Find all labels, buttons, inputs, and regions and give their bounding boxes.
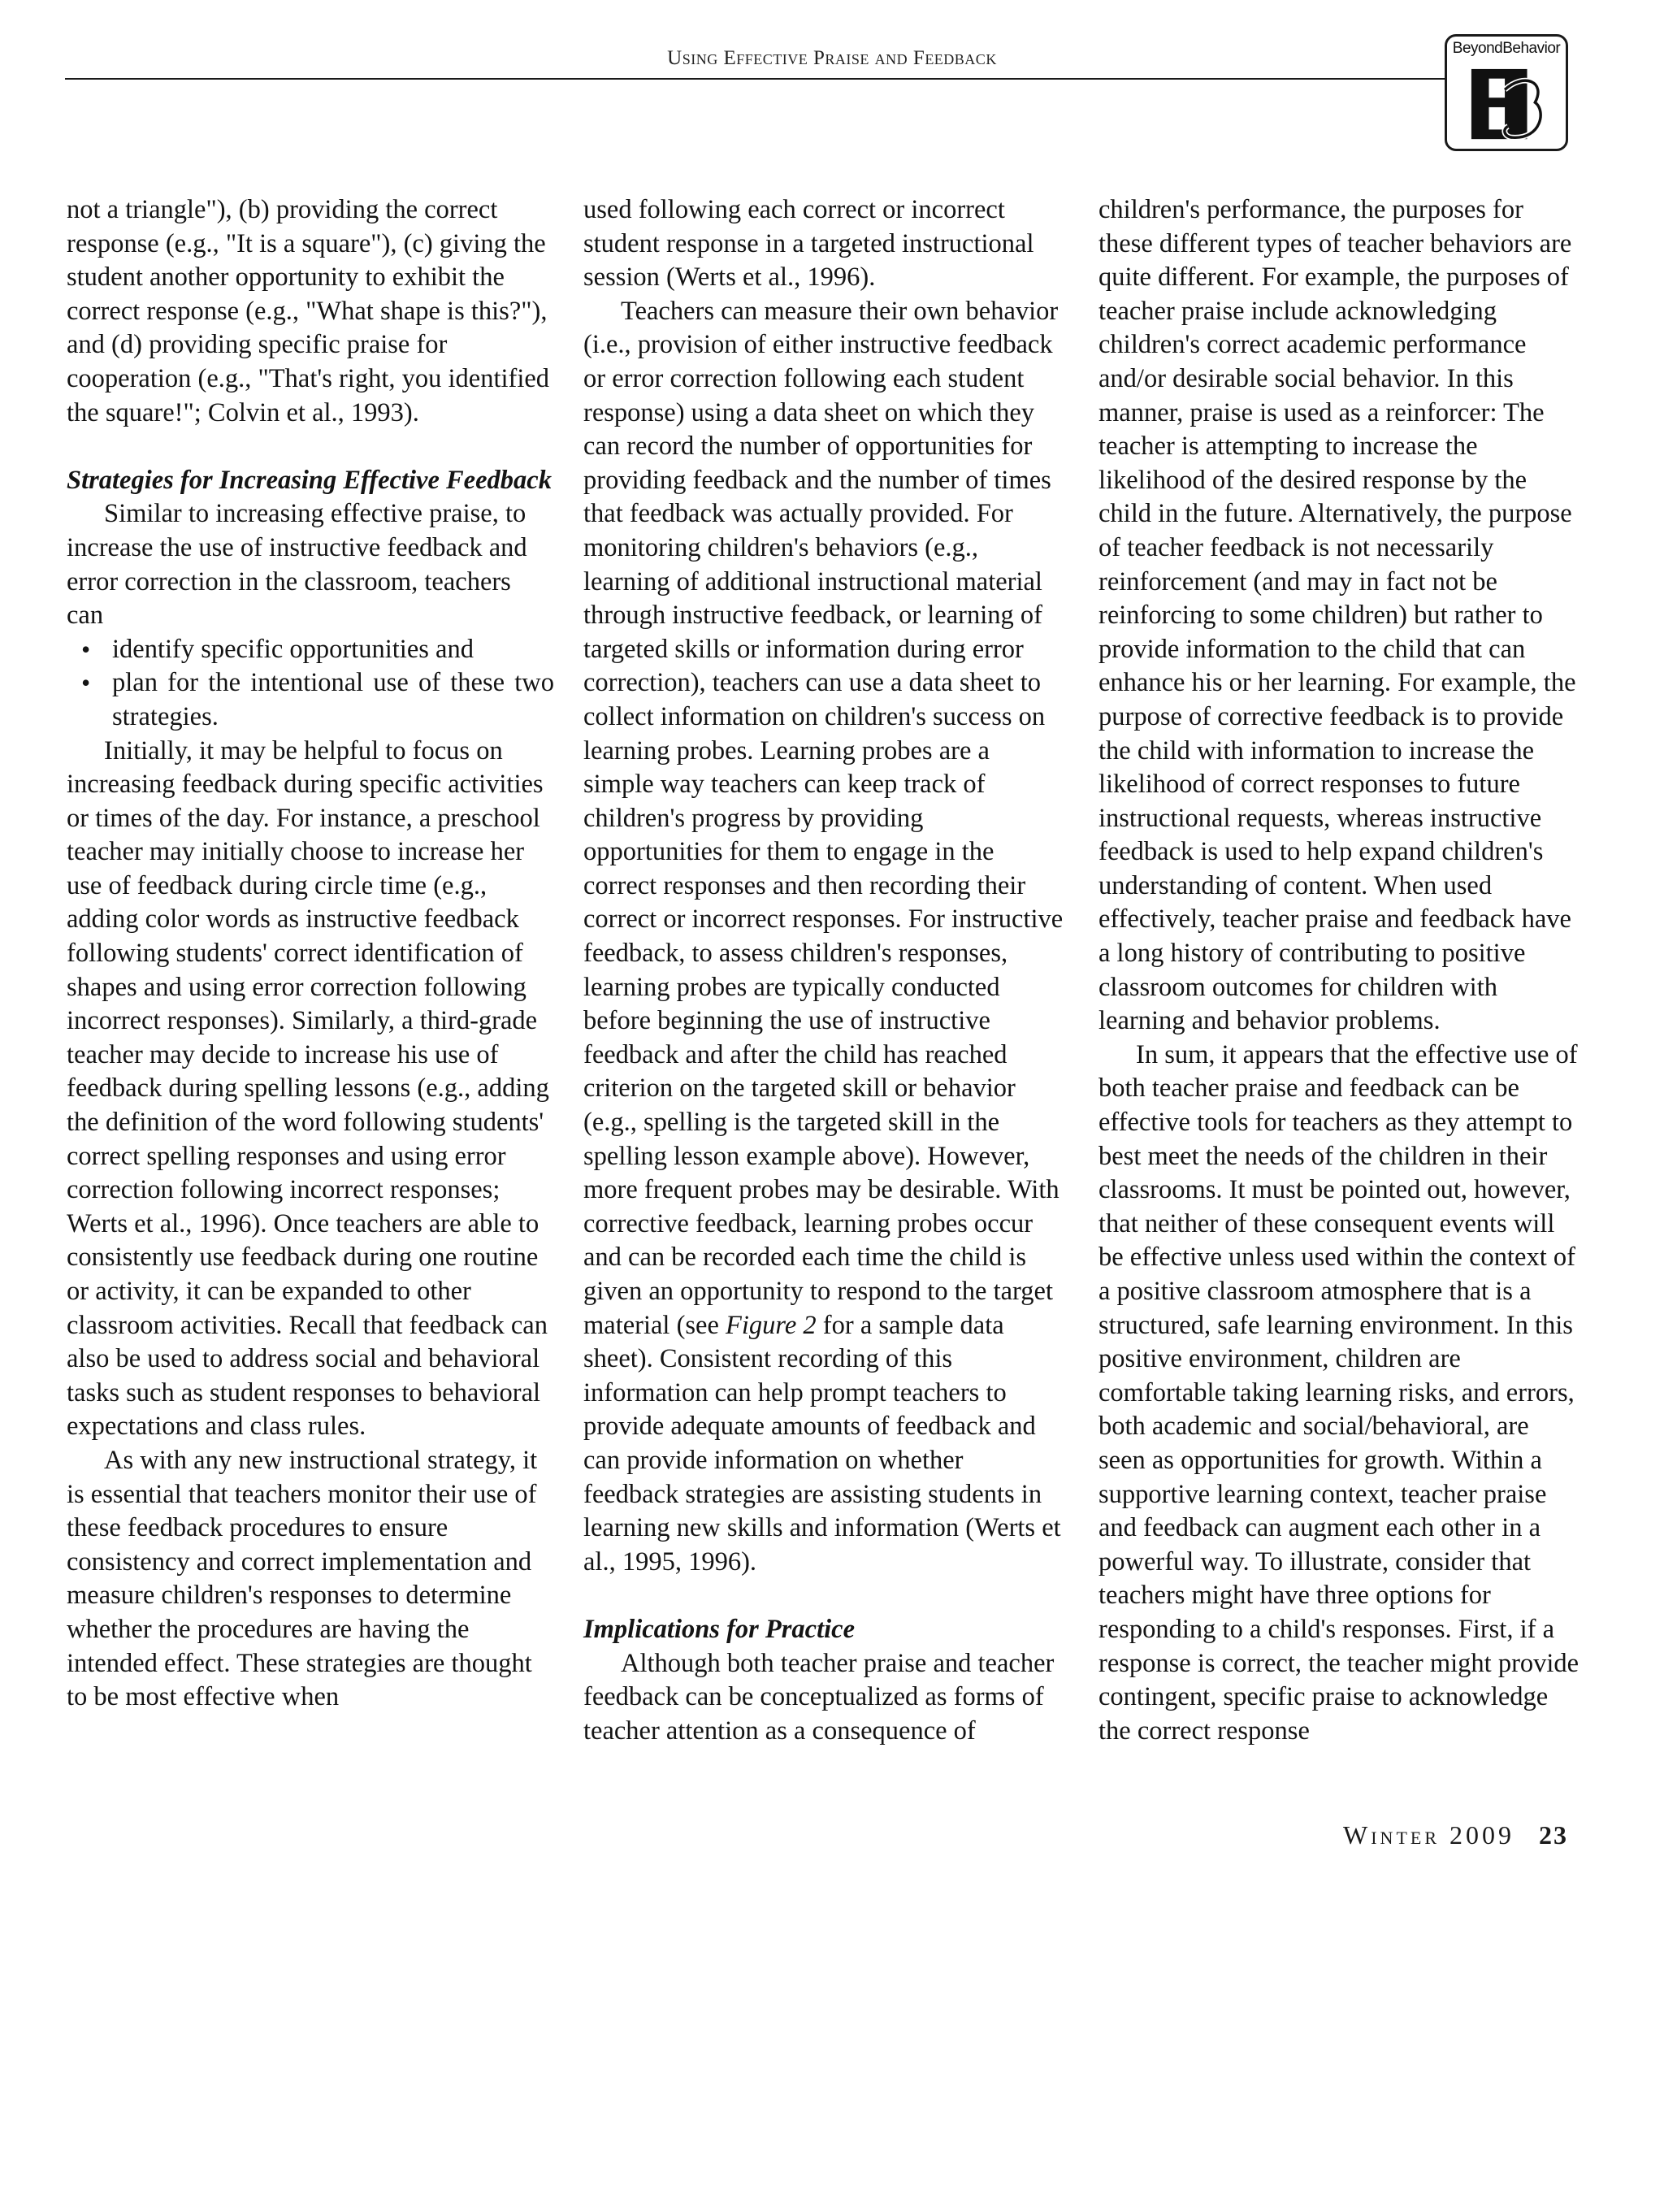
- body-paragraph: Although both teacher praise and teacher feedback can be conceptualized as forms of teacher attention as a consequence of: [583, 1648, 1055, 1746]
- section-heading: Strategies for Increasing Effective Feedback: [67, 465, 552, 495]
- bullet-item: • identify specific opportunities and: [67, 633, 554, 667]
- paragraph-text: Teachers can measure their own behavior (i.e., provision of either instructive feedback or error correction following each student response) using a data sheet on which they can record the number of opportunities for providing feedback and the number of times that feedback was actually provided. For monitoring children's behaviors (e.g., learning of additional instructional material through instructive feedback, or learning of targeted skills or information during error correction), teachers can use a data sheet to collect information on children's success on learning probes. Learning probes are a simple way teachers can keep track of children's progress by providing opportunities for them to engage in the correct responses and then recording their correct or incorrect responses. For instructive feedback, to assess children's responses, learning probes are typically conducted before beginning the use of instructive feedback and after the child has reached criterion on the targeted skill or behavior (e.g., spelling is the targeted skill in the spelling lesson example above). However, more frequent probes may be desirable. With corrective feedback, learning probes occur and can be recorded each time the child is given an opportunity to respond to the target material (see: [583, 296, 1064, 1340]
- page-footer: [1259, 1820, 1568, 1850]
- body-paragraph: In sum, it appears that the effective use of both teacher praise and feedback can be effective tools for teachers as they attempt to best meet the needs of the children in their classrooms. It must be pointed out, however, that neither of these consequent events will be effective unless used within the context of a positive classroom atmosphere that is a structured, safe learning environment. In this positive environment, children are comfortable taking learning risks, and errors, both academic and social/behavioral, are seen as opportunities for growth. Within a supportive learning context, teacher praise and feedback can augment each other in a powerful way. To illustrate, consider that teachers might have three options for responding to a child's responses. First, if a response is correct, the teacher might provide contingent, specific praise to acknowledge the correct response: [1098, 1039, 1580, 1746]
- logo-monogram-icon: [1468, 66, 1548, 145]
- paragraph-spacer: [583, 1579, 1064, 1613]
- footer-season: Winter: [1343, 1820, 1440, 1850]
- section-heading: Implications for Practice: [583, 1614, 855, 1644]
- running-head: Using Effective Praise and Feedback: [667, 47, 997, 69]
- logo-text: BeyondBehavior: [1452, 40, 1561, 57]
- journal-logo: [1445, 34, 1568, 151]
- body-paragraph: Initially, it may be helpful to focus on increasing feedback during specific activities or times of the day. For instance, a preschool teacher may initially choose to increase her use of feedback during circle time (e.g., adding color words as instructive feedback following students' correct identification of shapes and using error correction following incorrect responses). Similarly, a third-grade teacher may decide to increase his use of feedback during spelling lessons (e.g., adding the definition of the word following students' correct spelling responses and using error correction following incorrect responses; Werts et al., 1996). Once teachers are able to consistently use feedback during one routine or activity, it can be expanded to other classroom activities. Recall that feedback can also be used to address social and behavioral tasks such as student responses to behavioral expectations and class rules.: [67, 735, 549, 1442]
- body-paragraph: Similar to increasing effective praise, to increase the use of instructive feedback and error correction in the classroom, teachers can: [67, 499, 527, 631]
- body-paragraph: As with any new instructional strategy, it is essential that teachers monitor their use of these feedback procedures to ensure consistency and correct implementation and measure children's responses to determine whether the procedures are having the intended effect. These strategies are thought to be most effective when: [67, 1445, 538, 1712]
- text-column-2: [583, 193, 1064, 1748]
- body-paragraph: [583, 295, 1064, 1580]
- body-paragraph: children's performance, the purposes for these different types of teacher behaviors are quite different. For example, the purposes of teacher praise include acknowledging children's correct academic performance and/or desirable social behavior. In this manner, praise is used as a reinforcer: The teacher is attempting to increase the likelihood of the desired response by the child in the future. Alternatively, the purpose of teacher feedback is not necessarily reinforcement (and may in fact not be reinforcing to some children) but rather to provide information to the child that can enhance his or her learning. For example, the purpose of corrective feedback is to provide the child with information to increase the likelihood of correct responses to future instructional requests, whereas instructive feedback is used to help expand children's understanding of content. When used effectively, teacher praise and feedback have a long history of contributing to positive classroom outcomes for children with learning and behavior problems.: [1098, 195, 1576, 1036]
- paragraph-spacer: [67, 430, 554, 464]
- body-paragraph: not a triangle"), (b) providing the correct response (e.g., "It is a square"), (c) giving the student another opportunity to exhibit the correct response (e.g., "What shape is this?"), and (d) providing specific praise for cooperation (e.g., "That's right, you identified the square!"; Colvin et al., 1993).: [67, 195, 550, 427]
- bullet-list: [67, 633, 554, 735]
- header-rule: [65, 78, 1446, 80]
- text-column-3: [1098, 193, 1581, 1748]
- bullet-item: • plan for the intentional use of these two strategies.: [67, 666, 554, 734]
- text-column-1: [67, 193, 554, 1715]
- paragraph-text: for a sample data sheet). Consistent recording of this information can help prompt teachers to provide adequate amounts of feedback and can provide information on whether feedback strategies are assisting students in learning new skills and information (Werts et al., 1995, 1996).: [583, 1310, 1061, 1577]
- figure-reference: Figure 2: [726, 1310, 817, 1340]
- page-number: 23: [1539, 1820, 1568, 1850]
- footer-year: 2009: [1450, 1820, 1514, 1850]
- body-paragraph: used following each correct or incorrect student response in a targeted instructional session (Werts et al., 1996).: [583, 195, 1034, 293]
